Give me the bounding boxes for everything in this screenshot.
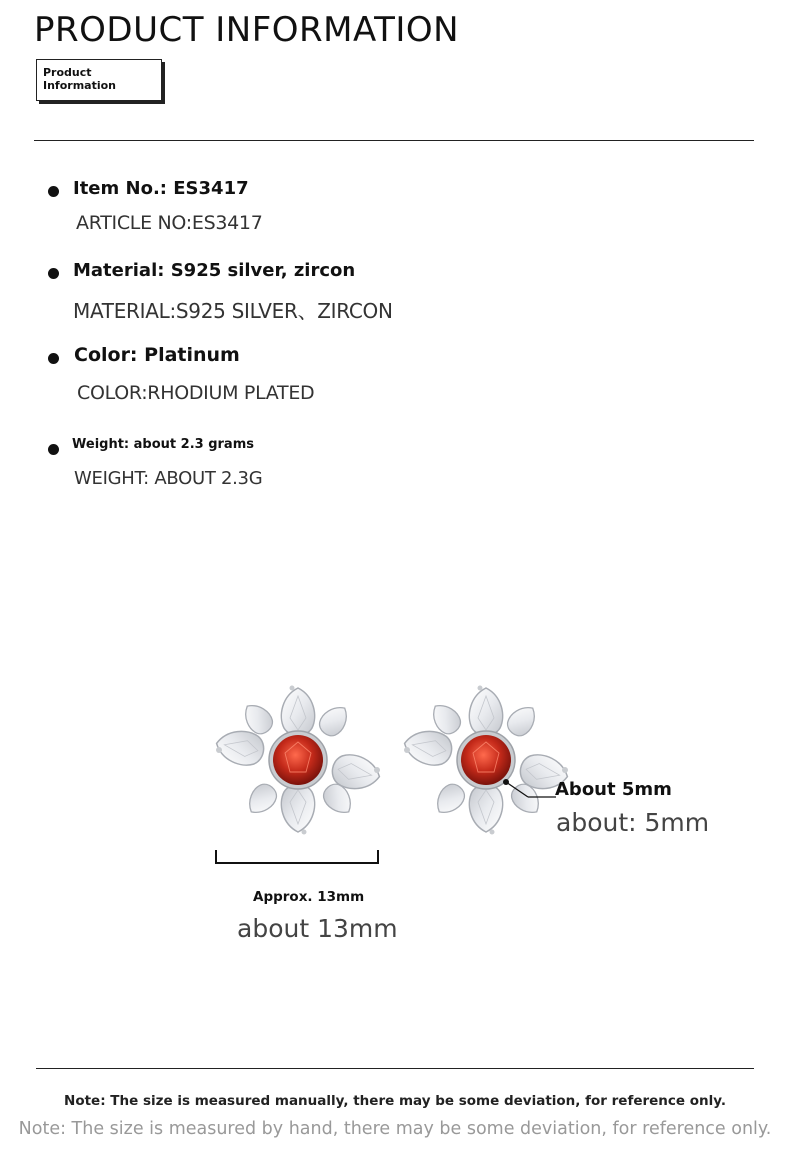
page-title: PRODUCT INFORMATION [34, 10, 460, 50]
width-size-label: Approx. 13mm [253, 889, 365, 905]
bullet-icon [48, 268, 59, 279]
spec-weight: Weight: about 2.3 grams [72, 437, 254, 452]
product-information-tag [36, 59, 162, 101]
spec-item-no-sub: ARTICLE NO:ES3417 [76, 212, 263, 234]
spec-item-no: Item No.: ES3417 [73, 178, 249, 199]
stone-size-label: About 5mm [555, 779, 672, 800]
bullet-icon [48, 353, 59, 364]
top-divider [34, 140, 754, 141]
right-earring [402, 686, 571, 835]
bullet-icon [48, 186, 59, 197]
measurement-note: Note: The size is measured manually, there may be some deviation, for reference only. [64, 1093, 726, 1109]
measurement-note-sub: Note: The size is measured by hand, there may be some deviation, for reference only. [18, 1119, 772, 1139]
width-dimension-bracket [214, 848, 382, 866]
spec-material: Material: S925 silver, zircon [73, 260, 356, 281]
spec-color-sub: COLOR:RHODIUM PLATED [77, 382, 315, 404]
spec-color: Color: Platinum [74, 344, 240, 366]
spec-material-sub: MATERIAL:S925 SILVER、ZIRCON [73, 299, 393, 323]
bullet-icon [48, 444, 59, 455]
product-information-tag-text: Product Information [43, 66, 116, 92]
stone-size-sub: about: 5mm [556, 808, 710, 837]
spec-weight-sub: WEIGHT: ABOUT 2.3G [74, 468, 263, 489]
bottom-divider [36, 1068, 754, 1069]
left-earring [214, 686, 383, 835]
width-size-sub: about 13mm [237, 914, 398, 943]
